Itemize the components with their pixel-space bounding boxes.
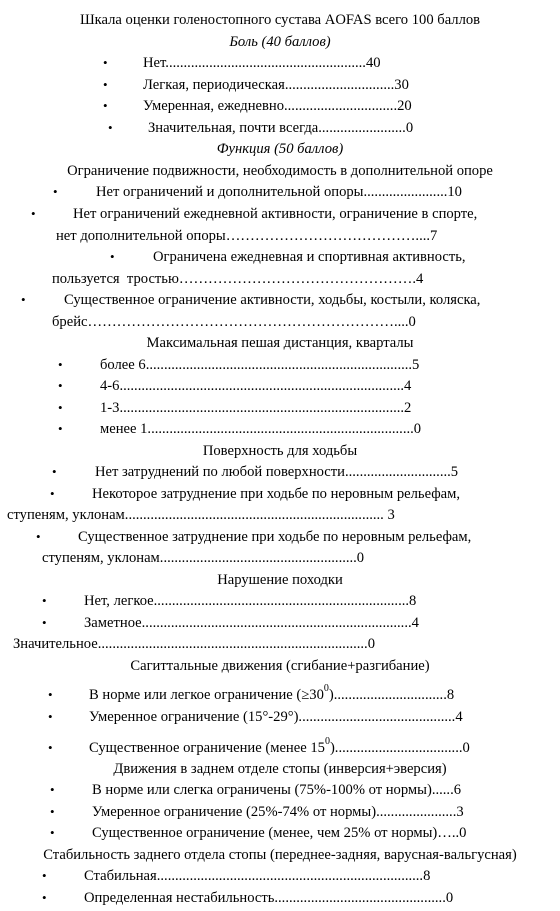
surface-item-some-line2: ступеням, уклонам....................................................................... 3 xyxy=(7,507,395,523)
pain-item-none: Нет.......................................................40 xyxy=(143,55,381,71)
bullet: • xyxy=(103,77,108,92)
gait-item-none: Нет, легкое......................................................................8 xyxy=(84,593,417,609)
bullet: • xyxy=(42,615,47,630)
bullet: • xyxy=(42,890,47,905)
bullet: • xyxy=(21,292,26,307)
bullet: • xyxy=(108,120,113,135)
mobility-item-sport-limit-line1: Нет ограничений ежедневной активности, ограничение в спорте, xyxy=(73,206,478,222)
surface-heading: Поверхность для ходьбы xyxy=(202,443,358,459)
bullet: • xyxy=(36,529,41,544)
mobility-item-cane-line1: Ограничена ежедневная и спортивная активность, xyxy=(153,249,466,265)
stability-item-unstable: Определенная нестабильность...............................................0 xyxy=(84,890,454,906)
bullet: • xyxy=(58,421,63,436)
mobility-item-none: Нет ограничений и дополнительной опоры.......................10 xyxy=(96,184,462,200)
distance-item-more-6: более 6.........................................................................5 xyxy=(100,357,420,373)
bullet: • xyxy=(50,825,55,840)
distance-heading: Максимальная пешая дистанция, кварталы xyxy=(146,335,414,351)
bullet: • xyxy=(48,709,53,724)
mobility-item-cane-line2: пользуется тростью………………………………………….4 xyxy=(52,271,424,287)
mobility-item-sport-limit-line2: нет дополнительной опоры…………………………………....7 xyxy=(56,228,438,244)
distance-item-less-1: менее 1.........................................................................0 xyxy=(100,421,422,437)
sagittal-item-normal: В норме или легкое ограничение $(\ge 30^0)...............................8$ xyxy=(89,683,455,703)
sagittal-item-severe: Существенное ограничение (менее $15^0)...................................0$ xyxy=(89,736,470,756)
pain-item-moderate: Умеренная, ежедневно...............................20 xyxy=(143,98,412,114)
stability-item-stable: Стабильная.........................................................................8 xyxy=(84,868,431,884)
pain-item-mild: Легкая, периодическая..............................30 xyxy=(143,77,409,93)
function-heading: Функция (50 баллов) xyxy=(216,141,344,157)
mobility-item-crutches-line1: Существенное ограничение активности, ходьбы, костыли, коляска, xyxy=(64,292,481,308)
bullet: • xyxy=(58,400,63,415)
pain-heading: Боль (40 баллов) xyxy=(229,34,331,50)
bullet: • xyxy=(58,357,63,372)
bullet: • xyxy=(50,804,55,819)
distance-item-1-3: 1-3..............................................................................2 xyxy=(100,400,412,416)
document-title: Шкала оценки голеностопного сустава AOFAS всего 100 баллов xyxy=(79,12,481,28)
sagittal-item-moderate: Умеренное ограничение (15°-29°)...........................................4 xyxy=(89,709,463,725)
bullet: • xyxy=(48,687,53,702)
bullet: • xyxy=(50,486,55,501)
bullet: • xyxy=(52,464,57,479)
surface-item-severe-line2: ступеням, уклонам......................................................0 xyxy=(42,550,365,566)
gait-item-noticeable: Заметное..........................................................................4 xyxy=(84,615,419,631)
distance-item-4-6: 4-6..............................................................................4 xyxy=(100,378,412,394)
bullet: • xyxy=(103,98,108,113)
bullet: • xyxy=(48,740,53,755)
surface-item-none: Нет затруднений по любой поверхности.............................5 xyxy=(95,464,459,480)
hindfoot-item-normal: В норме или слегка ограничены (75%-100% от нормы)......6 xyxy=(92,782,462,798)
gait-item-significant: Значительное..........................................................................0 xyxy=(13,636,376,652)
bullet: • xyxy=(31,206,36,221)
mobility-item-crutches-line2: брейс………………………………………………………....0 xyxy=(52,314,416,330)
mobility-heading: Ограничение подвижности, необходимость в дополнительной опоре xyxy=(67,163,493,179)
hindfoot-heading: Движения в заднем отделе стопы (инверсия+эверсия) xyxy=(113,761,447,777)
degree-superscript: 0 xyxy=(324,736,330,748)
sagittal-heading: Сагиттальные движения (сгибание+разгибание) xyxy=(130,658,430,674)
bullet: • xyxy=(50,782,55,797)
pain-item-severe: Значительная, почти всегда........................0 xyxy=(148,120,414,136)
gait-heading: Нарушение походки xyxy=(217,572,343,588)
bullet: • xyxy=(42,593,47,608)
bullet: • xyxy=(53,184,58,199)
bullet: • xyxy=(110,249,115,264)
stability-heading: Стабильность заднего отдела стопы (переднее-задняя, варусная-вальгусная) xyxy=(43,847,517,863)
surface-item-severe-line1: Существенное затруднение при ходьбе по неровным рельефам, xyxy=(78,529,472,545)
surface-item-some-line1: Некоторое затруднение при ходьбе по неровным рельефам, xyxy=(92,486,461,502)
bullet: • xyxy=(42,868,47,883)
bullet: • xyxy=(103,55,108,70)
hindfoot-item-severe: Существенное ограничение (менее, чем 25% от нормы)…..0 xyxy=(92,825,467,841)
bullet: • xyxy=(58,378,63,393)
hindfoot-item-moderate: Умеренное ограничение (25%-74% от нормы)......................3 xyxy=(92,804,464,820)
degree-superscript: 0 xyxy=(323,683,329,695)
